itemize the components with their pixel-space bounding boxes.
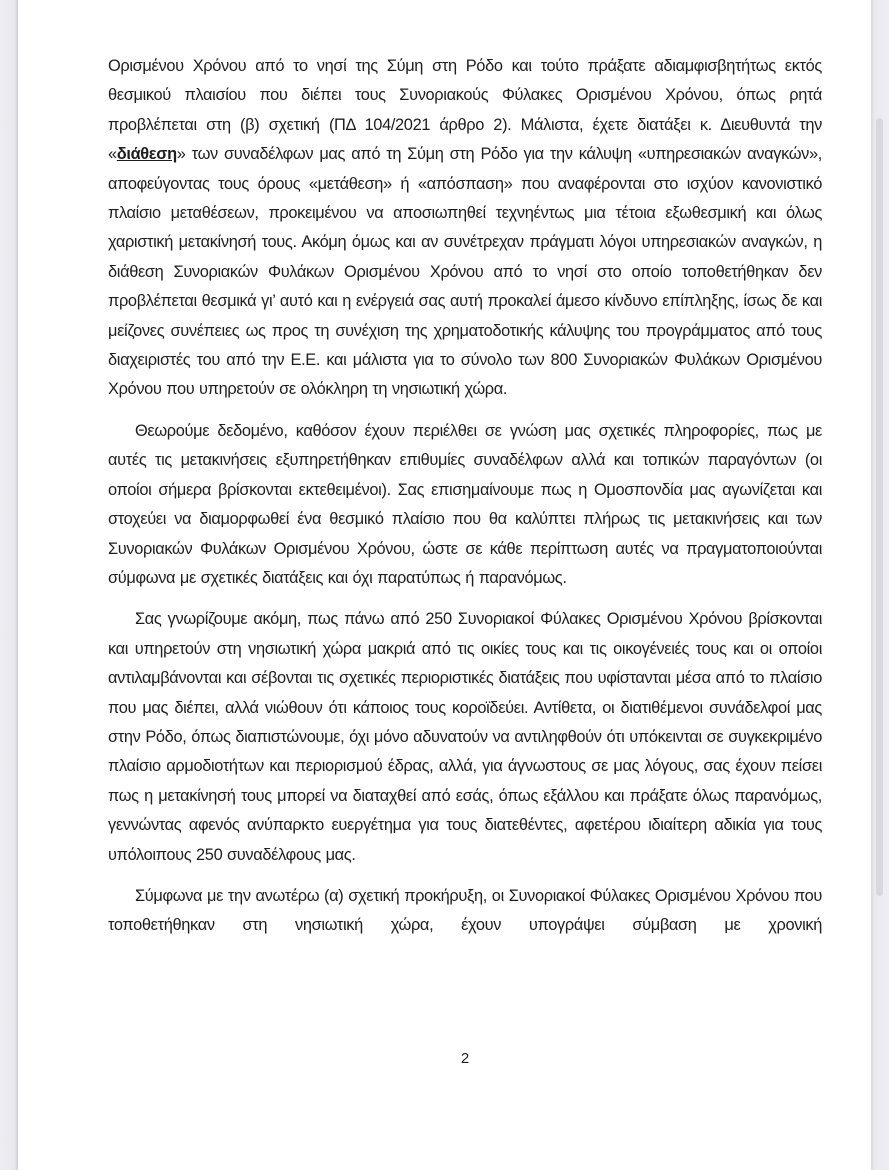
page-number: 2 [460, 1050, 470, 1067]
paragraph-4: Σύμφωνα με την ανωτέρω (α) σχετική προκήρυξη, οι Συνοριακοί Φύλακες Ορισμένου Χρόνου που τοποθετήθηκαν στη νησιωτική χώρα, έχουν υπογράψει σύμβαση με χρονική [108, 886, 822, 935]
paragraph-3: Σας γνωρίζουμε ακόμη, πως πάνω από 250 Συνοριακοί Φύλακες Ορισμένου Χρόνου βρίσκονται και υπηρετούν στη νησιωτική χώρα μακριά από τις οικίες τους και τις οικογένειές τους και οι οποίοι αντιλαμβάνονται και σέβονται τις σχετικές περιοριστικές διατάξεις που υφίστανται μέσα από το πλαίσιο που μας διέπει, αλλά νιώθουν ότι κάποιος τους κοροϊδεύει. Αντίθετα, οι διατιθέμενοι συνάδελφοί μας στην Ρόδο, όπως διαπιστώνουμε, όχι μόνο αδυνατούν να αντιληφθούν ότι υπόκεινται σε συγκεκριμένο πλαίσιο αρμοδιοτήτων και περιορισμού έδρας, αλλά, για άγνωστους σε μας λόγους, σας έχουν πείσει πως η μετακίνησή τους μπορεί να διαταχθεί από εσάς, όπως εξάλλου και πράξατε όλως παρανόμως, γεννώντας αφενός ανύπαρκτο ευεργέτημα για τους διατεθέντες, αφετέρου ιδιαίτερη αδικία για τους υπόλοιπους 250 συναδέλφους μας. [108, 610, 822, 864]
paragraph-1-text-end: » των συναδέλφων μας από τη Σύμη στη Ρόδο για την κάλυψη «υπηρεσιακών αναγκών», αποφεύγοντας τους όρους «μετάθεση» ή «απόσπαση» που αναφέρονται στο ισχύον κανονιστικό πλαίσιο μεταθέσεων, προκειμένου να αποσιωπηθεί τεχνηέντως μια τέτοια εξωθεσμική και όλως χαριστική μετακίνησή τους. Ακόμη όμως και αν συνέτρεχαν πράγματι λόγοι υπηρεσιακών αναγκών, η διάθεση Συνοριακών Φυλάκων Ορισμένου Χρόνου από το νησί στο οποίο τοποθετήθηκαν δεν προβλέπεται θεσμικά γι’ αυτό και η ενέργειά σας αυτή προκαλεί άμεσο κίνδυνο επίπληξης, ίσως δε και μείζονες συνέπειες ως προς τη συνέχιση της χρηματοδοτικής κάλυψης του προγράμματος από τους διαχειριστές του από την Ε.Ε. και μάλιστα για το σύνολο των 800 Συνοριακών Φυλάκων Ορισμένου Χρόνου που υπηρετούν σε ολόκληρη τη νησιωτική χώρα. [108, 145, 822, 399]
vertical-scrollbar-thumb[interactable] [876, 118, 883, 896]
paragraph-2: Θεωρούμε δεδομένο, καθόσον έχουν περιέλθει σε γνώση μας σχετικές πληροφορίες, πως με αυτές τις μετακινήσεις εξυπηρετήθηκαν επιθυμίες συναδέλφων αλλά και τοπικών παραγόντων (οι οποίοι σήμερα βρίσκονται εκτεθειμένοι). Σας επισημαίνουμε πως η Ομοσπονδία μας αγωνίζεται και στοχεύει να διαμορφωθεί ένα θεσμικό πλαίσιο που θα καλύπτει πλήρως τις μετακινήσεις και των Συνοριακών Φυλάκων Ορισμένου Χρόνου, ώστε σε κάθε περίπτωση αυτές να πραγματοποιούνται σύμφωνα με σχετικές διατάξεις και όχι παρατύπως ή παρανόμως. [108, 421, 822, 587]
viewer-left-margin [0, 0, 18, 1170]
paragraph-1 [108, 52, 822, 405]
emphasized-term: διάθεση [116, 145, 177, 164]
document-body [108, 52, 822, 953]
paragraph-1-text-start: Ορισμένου Χρόνου από το νησί της Σύμη στη Ρόδο και τούτο πράξατε αδιαμφισβητήτως εκτός θεσμικού πλαισίου που διέπει τους Συνοριακούς Φύλακες Ορισμένου Χρόνου, όπως ρητά προβλέπεται στη (β) σχετική (ΠΔ 104/2021 άρθρο 2). Μάλιστα, έχετε διατάξει κ. Διευθυντά την « [108, 57, 822, 164]
